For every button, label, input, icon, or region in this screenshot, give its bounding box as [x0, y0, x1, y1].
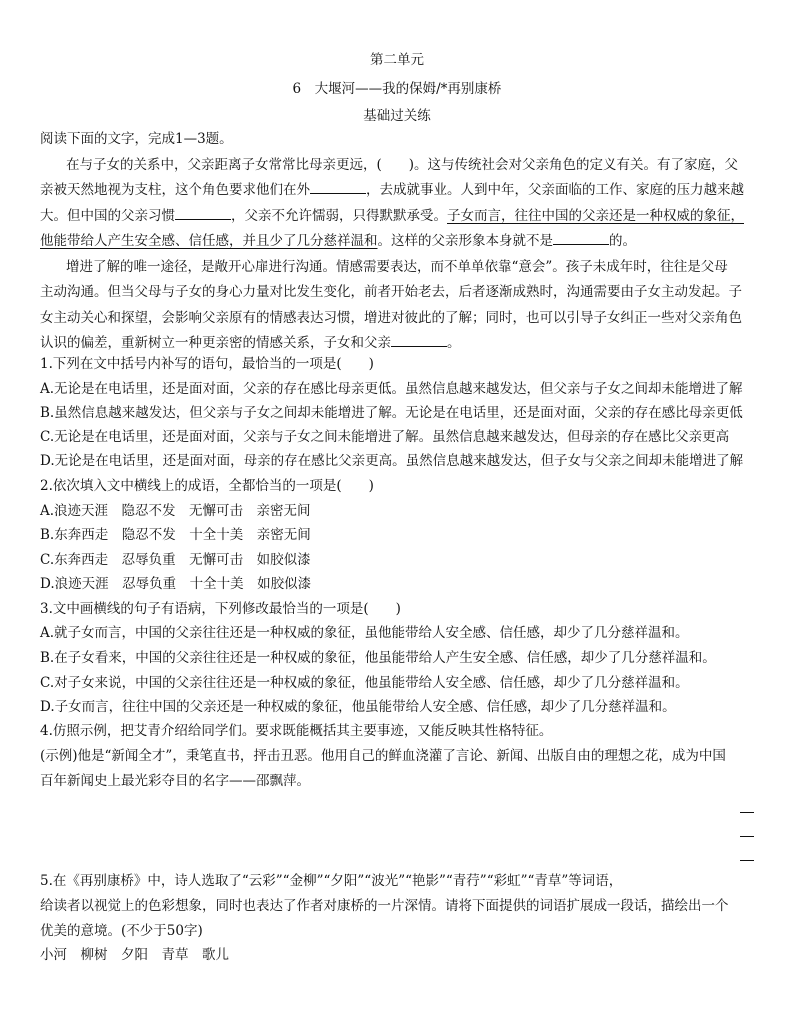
q4-stem: 4.仿照示例，把艾青介绍给同学们。要求既能概括其主要事迹，又能反映其性格特征。 — [40, 723, 553, 739]
q1-option-a: A.无论是在电话里，还是面对面，父亲的存在感比母亲更低。虽然信息越来越发达，但父亲与子女之间却未能增进了解 — [40, 381, 743, 397]
q5-words: 小河 柳树 夕阳 青草 歌儿 — [40, 947, 229, 963]
q2-stem: 2.依次填入文中横线上的成语，全都恰当的一项是( ) — [40, 478, 374, 494]
passage-p1-line3: 大。但中国的父亲习惯 ，父亲不允许懦弱，只得默默承受。子女而言，往往中国的父亲还是一种权威的象征， — [40, 204, 744, 228]
answer-line-2 — [740, 836, 754, 837]
answer-line-1 — [740, 812, 754, 813]
unit-title: 第二单元 — [370, 52, 424, 68]
lesson-title: 6 大堰河——我的保姆/*再别康桥 — [292, 81, 502, 97]
passage-p2-line3: 女主动关心和探望，会影响父亲原有的情感表达习惯，增进对彼此的了解；同时，也可以引导子女纠正一些对父亲角色 — [40, 310, 742, 326]
q3-option-b: B.在子女看来，中国的父亲往往还是一种权威的象征，他虽能带给人产生安全感、信任感，却少了几分慈祥温和。 — [40, 650, 716, 666]
passage-p2-line4: 认识的偏差，重新树立一种更亲密的情感关系，子女和父亲 。 — [40, 331, 461, 355]
q1-stem: 1.下列在文中括号内补写的语句，最恰当的一项是( ) — [40, 356, 374, 372]
q1-option-d: D.无论是在电话里，还是面对面，母亲的存在感比父亲更高。虽然信息越来越发达，但子女与父亲之间却未能增进了解 — [40, 453, 744, 469]
q2-option-d: D.浪迹天涯 忍辱负重 十全十美 如胶似漆 — [40, 576, 312, 592]
q5-line2: 给读者以视觉上的色彩想象，同时也表达了作者对康桥的一片深情。请将下面提供的词语扩展成一段话，描绘出一个 — [40, 898, 729, 914]
q5-line3: 优美的意境。(不少于50字) — [40, 923, 203, 939]
q2-option-c: C.东奔西走 忍辱负重 无懈可击 如胶似漆 — [40, 552, 311, 568]
answer-line-3 — [740, 860, 754, 861]
q5-line1: 5.在《再别康桥》中，诗人选取了“云彩”“金柳”“夕阳”“波光”“艳影”“青荇”“彩虹”“青草”等词语， — [40, 873, 623, 889]
passage-p2-line2: 主动沟通。但当父母与子女的身心力量对比发生变化，前者开始老去，后者逐渐成熟时，沟通需要由子女主动发起。子 — [40, 284, 742, 300]
underlined-sentence-part1: 子女而言，往往中国的父亲还是一种权威的象征， — [447, 208, 744, 224]
passage-p1-line1: 在与子女的关系中，父亲距离子女常常比母亲更远，( )。这与传统社会对父亲角色的定义有关。有了家庭，父 — [66, 157, 739, 173]
q3-option-a: A.就子女而言，中国的父亲往往还是一种权威的象征，虽他能带给人安全感、信任感，却少了几分慈祥温和。 — [40, 625, 689, 641]
q3-stem: 3.文中画横线的句子有语病，下列修改最恰当的一项是( ) — [40, 601, 401, 617]
q1-option-b: B.虽然信息越来越发达，但父亲与子女之间却未能增进了解。无论是在电话里，还是面对面，父亲的存在感比母亲更低 — [40, 405, 743, 421]
q4-example-line2: 百年新闻史上最光彩夺目的名字——邵飘萍。 — [40, 773, 310, 789]
underlined-sentence-part2: 他能带给人产生安全感、信任感，并且少了几分慈祥温和 — [40, 233, 378, 249]
passage-p1-line4: 他能带给人产生安全感、信任感，并且少了几分慈祥温和。这样的父亲形象本身就不是 的。 — [40, 229, 636, 253]
blank-3 — [553, 230, 609, 245]
q3-option-d: D.子女而言，往往中国的父亲还是一种权威的象征，他虽能带给人安全感、信任感，却少了几分慈祥温和。 — [40, 699, 676, 715]
passage-p2-line1: 增进了解的唯一途径，是敞开心扉进行沟通。情感需要表达，而不单单依靠“意会”。孩子未成年时，往往是父母 — [66, 259, 728, 275]
blank-1 — [310, 179, 366, 194]
q3-option-c: C.对子女来说，中国的父亲往往还是一种权威的象征，他虽能带给人安全感、信任感，却少了几分慈祥温和。 — [40, 675, 689, 691]
q4-example-line1: (示例)他是“新闻全才”，秉笔直书，抨击丑恶。他用自己的鲜血浇灌了言论、新闻、出版自由的理想之花，成为中国 — [40, 748, 726, 764]
section-title: 基础过关练 — [363, 108, 431, 124]
blank-2 — [175, 205, 231, 220]
q2-option-a: A.浪迹天涯 隐忍不发 无懈可击 亲密无间 — [40, 503, 311, 519]
q2-option-b: B.东奔西走 隐忍不发 十全十美 亲密无间 — [40, 527, 311, 543]
reading-intro: 阅读下面的文字，完成1—3题。 — [40, 131, 233, 147]
q1-option-c: C.无论是在电话里，还是面对面，父亲与子女之间未能增进了解。虽然信息越来越发达，但母亲的存在感比父亲更高 — [40, 429, 730, 445]
passage-p1-line2: 亲被天然地视为支柱，这个角色要求他们在外 ，去成就事业。人到中年，父亲面临的工作、家庭的压力越来越 — [40, 178, 744, 202]
blank-4 — [391, 332, 447, 347]
